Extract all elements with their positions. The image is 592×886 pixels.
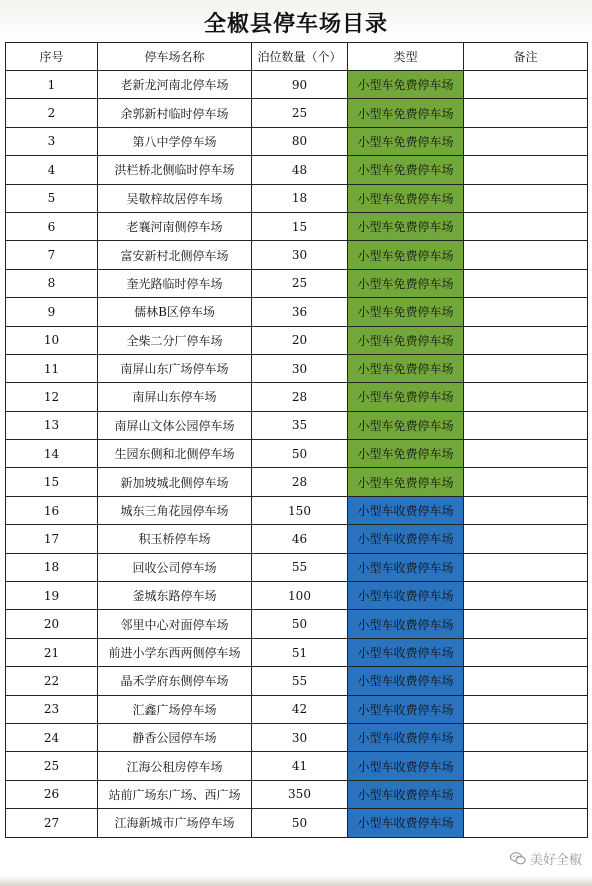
table-row [6, 99, 588, 127]
cell-spaces: 90 [252, 71, 348, 99]
cell-name: 晶禾学府东侧停车场 [98, 667, 252, 695]
cell-spaces: 30 [252, 723, 348, 751]
cell-spaces: 36 [252, 298, 348, 326]
cell-type: 小型车收费停车场 [348, 525, 464, 553]
cell-no: 23 [6, 695, 98, 723]
watermark [510, 849, 582, 868]
cell-spaces: 48 [252, 156, 348, 184]
watermark-text: 美好全椒 [529, 852, 582, 867]
cell-remark [464, 127, 588, 155]
table-row [6, 809, 588, 837]
cell-no: 17 [6, 525, 98, 553]
cell-remark [464, 582, 588, 610]
cell-type: 小型车免费停车场 [348, 326, 464, 354]
cell-no: 8 [6, 269, 98, 297]
cell-remark [464, 610, 588, 638]
cell-type: 小型车收费停车场 [348, 809, 464, 837]
table-row [6, 468, 588, 496]
cell-name: 汇鑫广场停车场 [98, 695, 252, 723]
cell-spaces: 150 [252, 496, 348, 524]
cell-type: 小型车免费停车场 [348, 212, 464, 240]
table-row [6, 440, 588, 468]
cell-type: 小型车免费停车场 [348, 127, 464, 155]
cell-remark [464, 241, 588, 269]
cell-name: 余郭新村临时停车场 [98, 99, 252, 127]
cell-name: 城东三角花园停车场 [98, 496, 252, 524]
cell-spaces: 30 [252, 354, 348, 382]
cell-spaces: 55 [252, 553, 348, 581]
cell-remark [464, 695, 588, 723]
cell-type: 小型车免费停车场 [348, 156, 464, 184]
cell-name: 第八中学停车场 [98, 127, 252, 155]
cell-name: 积玉桥停车场 [98, 525, 252, 553]
cell-no: 25 [6, 752, 98, 780]
cell-spaces: 35 [252, 411, 348, 439]
cell-no: 4 [6, 156, 98, 184]
header-type: 类型 [348, 43, 464, 71]
cell-type: 小型车收费停车场 [348, 638, 464, 666]
cell-name: 邻里中心对面停车场 [98, 610, 252, 638]
table-row [6, 667, 588, 695]
cell-remark [464, 525, 588, 553]
header-spaces: 泊位数量（个） [252, 43, 348, 71]
cell-name: 生园东侧和北侧停车场 [98, 440, 252, 468]
table-row [6, 354, 588, 382]
table-row [6, 780, 588, 808]
cell-remark [464, 468, 588, 496]
cell-spaces: 42 [252, 695, 348, 723]
cell-name: 前进小学东西两侧停车场 [98, 638, 252, 666]
cell-remark [464, 326, 588, 354]
cell-type: 小型车收费停车场 [348, 723, 464, 751]
cell-type: 小型车收费停车场 [348, 610, 464, 638]
cell-no: 24 [6, 723, 98, 751]
table-body [6, 71, 588, 838]
cell-spaces: 25 [252, 99, 348, 127]
cell-name: 老襄河南侧停车场 [98, 212, 252, 240]
table-row [6, 752, 588, 780]
cell-name: 老新龙河南北停车场 [98, 71, 252, 99]
cell-remark [464, 184, 588, 212]
cell-type: 小型车收费停车场 [348, 695, 464, 723]
cell-spaces: 100 [252, 582, 348, 610]
cell-name: 站前广场东广场、西广场 [98, 780, 252, 808]
cell-remark [464, 71, 588, 99]
cell-no: 9 [6, 298, 98, 326]
cell-no: 18 [6, 553, 98, 581]
cell-type: 小型车收费停车场 [348, 496, 464, 524]
cell-spaces: 50 [252, 809, 348, 837]
cell-spaces: 41 [252, 752, 348, 780]
cell-remark [464, 667, 588, 695]
table-row [6, 269, 588, 297]
table-row [6, 525, 588, 553]
cell-name: 吴敬梓故居停车场 [98, 184, 252, 212]
cell-spaces: 15 [252, 212, 348, 240]
cell-type: 小型车免费停车场 [348, 411, 464, 439]
cell-remark [464, 440, 588, 468]
cell-remark [464, 354, 588, 382]
cell-name: 新加坡城北侧停车场 [98, 468, 252, 496]
cell-remark [464, 553, 588, 581]
cell-name: 全柴二分厂停车场 [98, 326, 252, 354]
cell-type: 小型车收费停车场 [348, 582, 464, 610]
cell-name: 儒林B区停车场 [98, 298, 252, 326]
cell-remark [464, 156, 588, 184]
cell-spaces: 50 [252, 610, 348, 638]
cell-no: 7 [6, 241, 98, 269]
cell-spaces: 18 [252, 184, 348, 212]
cell-no: 12 [6, 383, 98, 411]
table-row [6, 71, 588, 99]
cell-spaces: 28 [252, 468, 348, 496]
cell-type: 小型车收费停车场 [348, 780, 464, 808]
cell-type: 小型车免费停车场 [348, 71, 464, 99]
cell-type: 小型车免费停车场 [348, 241, 464, 269]
wechat-icon [510, 852, 526, 865]
cell-remark [464, 411, 588, 439]
cell-type: 小型车免费停车场 [348, 269, 464, 297]
cell-spaces: 28 [252, 383, 348, 411]
cell-spaces: 55 [252, 667, 348, 695]
cell-no: 14 [6, 440, 98, 468]
table-row [6, 383, 588, 411]
cell-type: 小型车收费停车场 [348, 752, 464, 780]
header-no: 序号 [6, 43, 98, 71]
table-row [6, 582, 588, 610]
cell-name: 南屏山文体公园停车场 [98, 411, 252, 439]
table-row [6, 241, 588, 269]
cell-no: 11 [6, 354, 98, 382]
cell-no: 1 [6, 71, 98, 99]
cell-spaces: 80 [252, 127, 348, 155]
table-row [6, 298, 588, 326]
parking-lot-table [5, 42, 588, 838]
cell-remark [464, 752, 588, 780]
cell-spaces: 50 [252, 440, 348, 468]
table-header-row [6, 43, 588, 71]
cell-type: 小型车收费停车场 [348, 667, 464, 695]
table-row [6, 411, 588, 439]
header-remark: 备注 [464, 43, 588, 71]
cell-remark [464, 383, 588, 411]
table-row [6, 326, 588, 354]
cell-type: 小型车免费停车场 [348, 383, 464, 411]
cell-name: 奎光路临时停车场 [98, 269, 252, 297]
cell-remark [464, 723, 588, 751]
cell-no: 2 [6, 99, 98, 127]
table-row [6, 156, 588, 184]
cell-name: 江海公租房停车场 [98, 752, 252, 780]
cell-type: 小型车免费停车场 [348, 99, 464, 127]
cell-name: 洪栏桥北侧临时停车场 [98, 156, 252, 184]
cell-no: 15 [6, 468, 98, 496]
cell-type: 小型车免费停车场 [348, 184, 464, 212]
table-row [6, 610, 588, 638]
cell-no: 22 [6, 667, 98, 695]
cell-no: 26 [6, 780, 98, 808]
cell-type: 小型车免费停车场 [348, 440, 464, 468]
cell-spaces: 51 [252, 638, 348, 666]
cell-remark [464, 269, 588, 297]
table-row [6, 553, 588, 581]
cell-remark [464, 99, 588, 127]
cell-remark [464, 809, 588, 837]
cell-name: 富安新村北侧停车场 [98, 241, 252, 269]
cell-remark [464, 212, 588, 240]
cell-no: 21 [6, 638, 98, 666]
table-row [6, 184, 588, 212]
cell-name: 南屏山东广场停车场 [98, 354, 252, 382]
cell-type: 小型车免费停车场 [348, 298, 464, 326]
cell-no: 27 [6, 809, 98, 837]
cell-no: 6 [6, 212, 98, 240]
cell-spaces: 20 [252, 326, 348, 354]
table-row [6, 496, 588, 524]
header-name: 停车场名称 [98, 43, 252, 71]
table-row [6, 723, 588, 751]
cell-spaces: 25 [252, 269, 348, 297]
cell-type: 小型车免费停车场 [348, 354, 464, 382]
cell-no: 19 [6, 582, 98, 610]
table-row [6, 695, 588, 723]
cell-name: 南屏山东停车场 [98, 383, 252, 411]
cell-no: 10 [6, 326, 98, 354]
cell-name: 回收公司停车场 [98, 553, 252, 581]
cell-no: 13 [6, 411, 98, 439]
cell-name: 釜城东路停车场 [98, 582, 252, 610]
cell-type: 小型车免费停车场 [348, 468, 464, 496]
cell-spaces: 30 [252, 241, 348, 269]
table-row [6, 127, 588, 155]
cell-type: 小型车收费停车场 [348, 553, 464, 581]
cell-name: 静香公园停车场 [98, 723, 252, 751]
cell-remark [464, 298, 588, 326]
cell-remark [464, 780, 588, 808]
cell-remark [464, 638, 588, 666]
page-title: 全椒县停车场目录 [203, 11, 388, 37]
cell-name: 江海新城市广场停车场 [98, 809, 252, 837]
cell-spaces: 46 [252, 525, 348, 553]
cell-no: 5 [6, 184, 98, 212]
cell-no: 16 [6, 496, 98, 524]
cell-no: 20 [6, 610, 98, 638]
cell-no: 3 [6, 127, 98, 155]
bottom-edge [0, 876, 592, 886]
cell-spaces: 350 [252, 780, 348, 808]
table-row [6, 212, 588, 240]
cell-remark [464, 496, 588, 524]
table-row [6, 638, 588, 666]
